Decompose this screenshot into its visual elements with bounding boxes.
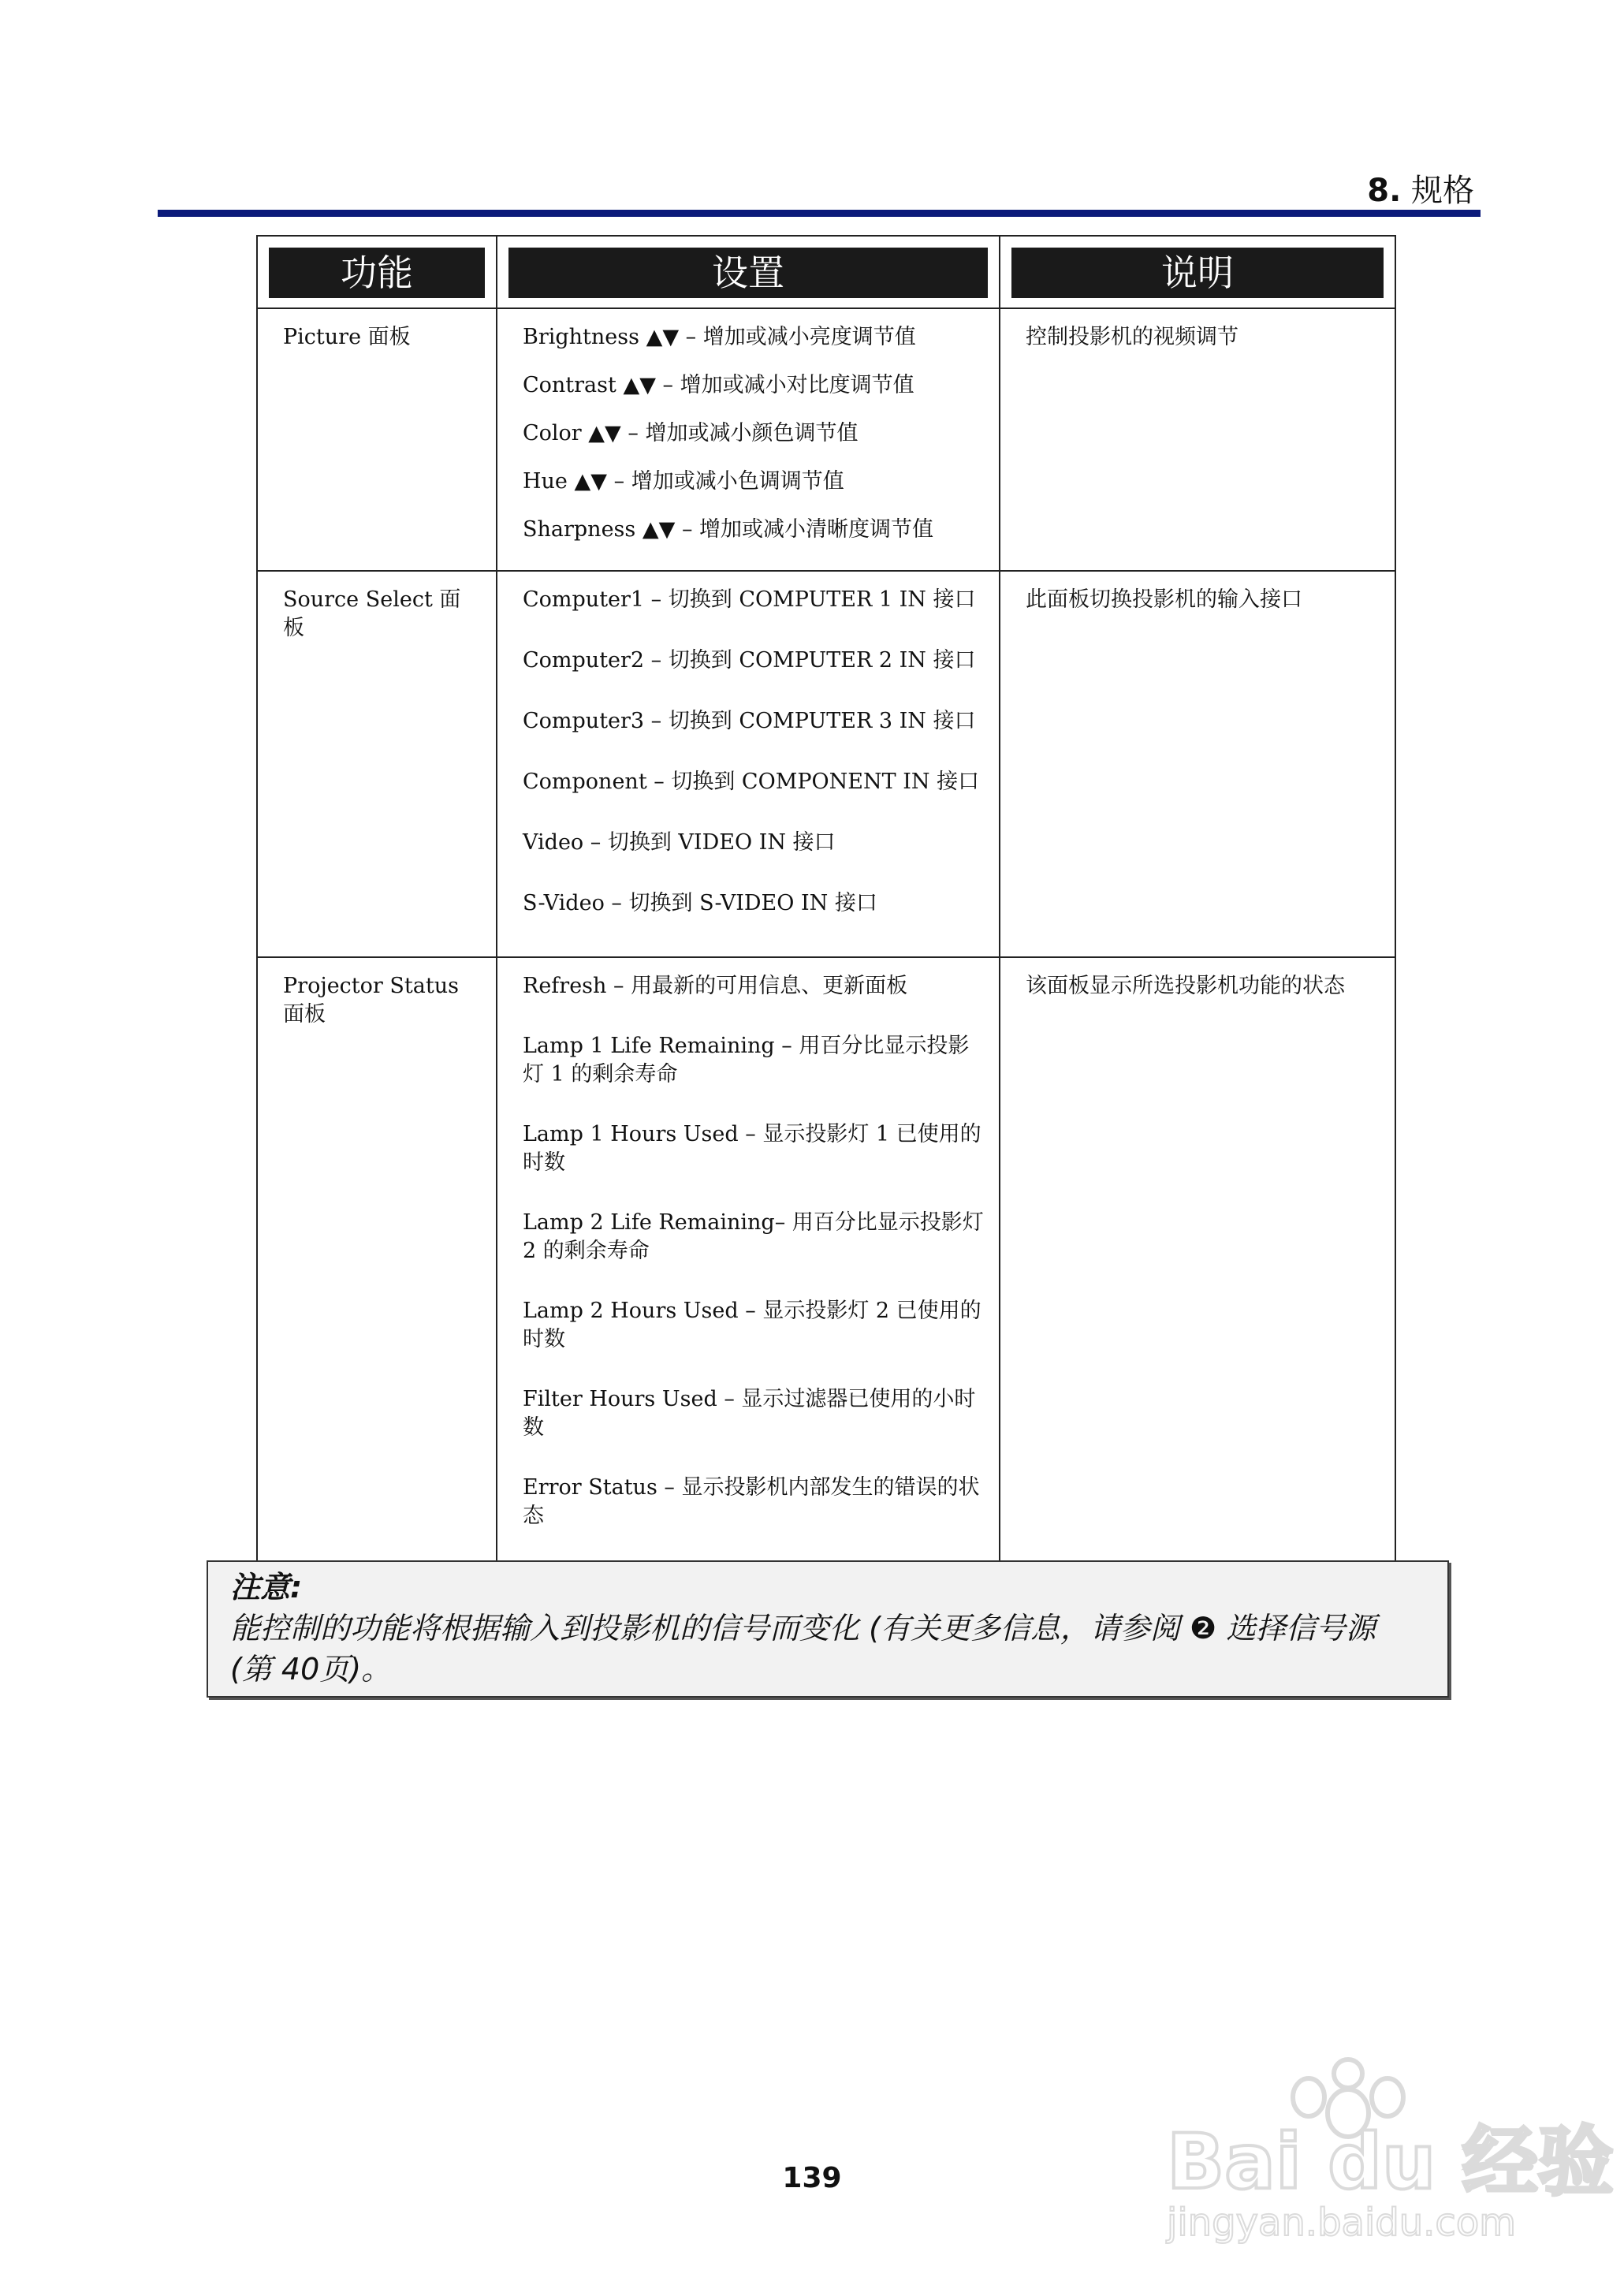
section-title: 规格: [1411, 173, 1474, 209]
setting-item: Video – 切换到 VIDEO IN 接口: [523, 830, 836, 855]
header-cell-description: [1000, 236, 1395, 308]
setting-item: Computer3 – 切换到 COMPUTER 3 IN 接口: [523, 709, 976, 733]
setting-item: Color ▲▼ – 增加或减小颜色调节值: [523, 421, 859, 445]
section-header: [1367, 166, 1474, 211]
watermark-url: jingyan.baidu.com: [1167, 2201, 1516, 2245]
setting-item: Sharpness ▲▼ – 增加或减小清晰度调节值: [523, 517, 934, 542]
description-cell: 该面板显示所选投影机功能的状态: [1000, 957, 1395, 1569]
header-cell-function: [257, 236, 497, 308]
function-cell: Source Select 面板: [257, 571, 497, 957]
function-cell: Projector Status 面板: [257, 957, 497, 1569]
setting-item: S-Video – 切换到 S-VIDEO IN 接口: [523, 891, 877, 915]
table-header-row: [257, 236, 1395, 308]
setting-item: Error Status – 显示投影机内部发生的错误的状态: [523, 1475, 980, 1528]
setting-item: Hue ▲▼ – 增加或减小色调调节值: [523, 469, 844, 494]
setting-item: Lamp 2 Life Remaining– 用百分比显示投影灯 2 的剩余寿命: [523, 1210, 984, 1263]
table-row: [257, 571, 1395, 957]
page-number: 139: [782, 2162, 842, 2194]
note-body: 能控制的功能将根据输入到投影机的信号而变化 (有关更多信息，请参阅 ❷ 选择信号源 (第 40页)。: [230, 1611, 1376, 1687]
description-cell: 此面板切换投影机的输入接口: [1000, 571, 1395, 957]
setting-item: Refresh – 用最新的可用信息、更新面板: [523, 974, 908, 998]
header-cell-settings: [497, 236, 1000, 308]
setting-item: Component – 切换到 COMPONENT IN 接口: [523, 770, 980, 794]
setting-item: Computer2 – 切换到 COMPUTER 2 IN 接口: [523, 648, 976, 673]
setting-item: Contrast ▲▼ – 增加或减小对比度调节值: [523, 373, 914, 397]
header-label-function: 功能: [269, 248, 485, 298]
header-label-settings: 设置: [508, 248, 988, 298]
settings-cell: [497, 308, 1000, 571]
setting-item: Lamp 2 Hours Used – 显示投影灯 2 已使用的时数: [523, 1299, 981, 1351]
watermark-brand: Bai du 经验: [1167, 2118, 1614, 2206]
section-number: 8.: [1367, 173, 1402, 209]
description-cell: 控制投影机的视频调节: [1000, 308, 1395, 571]
table-row: [257, 957, 1395, 1569]
header-rule: [158, 210, 1481, 217]
setting-item: Brightness ▲▼ – 增加或减小亮度调节值: [523, 325, 916, 349]
spec-table: [256, 235, 1396, 1570]
table-row: [257, 308, 1395, 571]
setting-item: Lamp 1 Hours Used – 显示投影灯 1 已使用的时数: [523, 1122, 981, 1175]
setting-item: Filter Hours Used – 显示过滤器已使用的小时数: [523, 1387, 976, 1440]
header-label-description: 说明: [1011, 248, 1384, 298]
function-cell: Picture 面板: [257, 308, 497, 571]
setting-item: Computer1 – 切换到 COMPUTER 1 IN 接口: [523, 587, 976, 612]
note-box: [207, 1560, 1449, 1698]
settings-cell: [497, 957, 1000, 1569]
setting-item: Lamp 1 Life Remaining – 用百分比显示投影灯 1 的剩余寿命: [523, 1034, 970, 1086]
baidu-jingyan-watermark: [1151, 2058, 1614, 2247]
note-title: 注意:: [230, 1570, 303, 1605]
settings-cell: [497, 571, 1000, 957]
